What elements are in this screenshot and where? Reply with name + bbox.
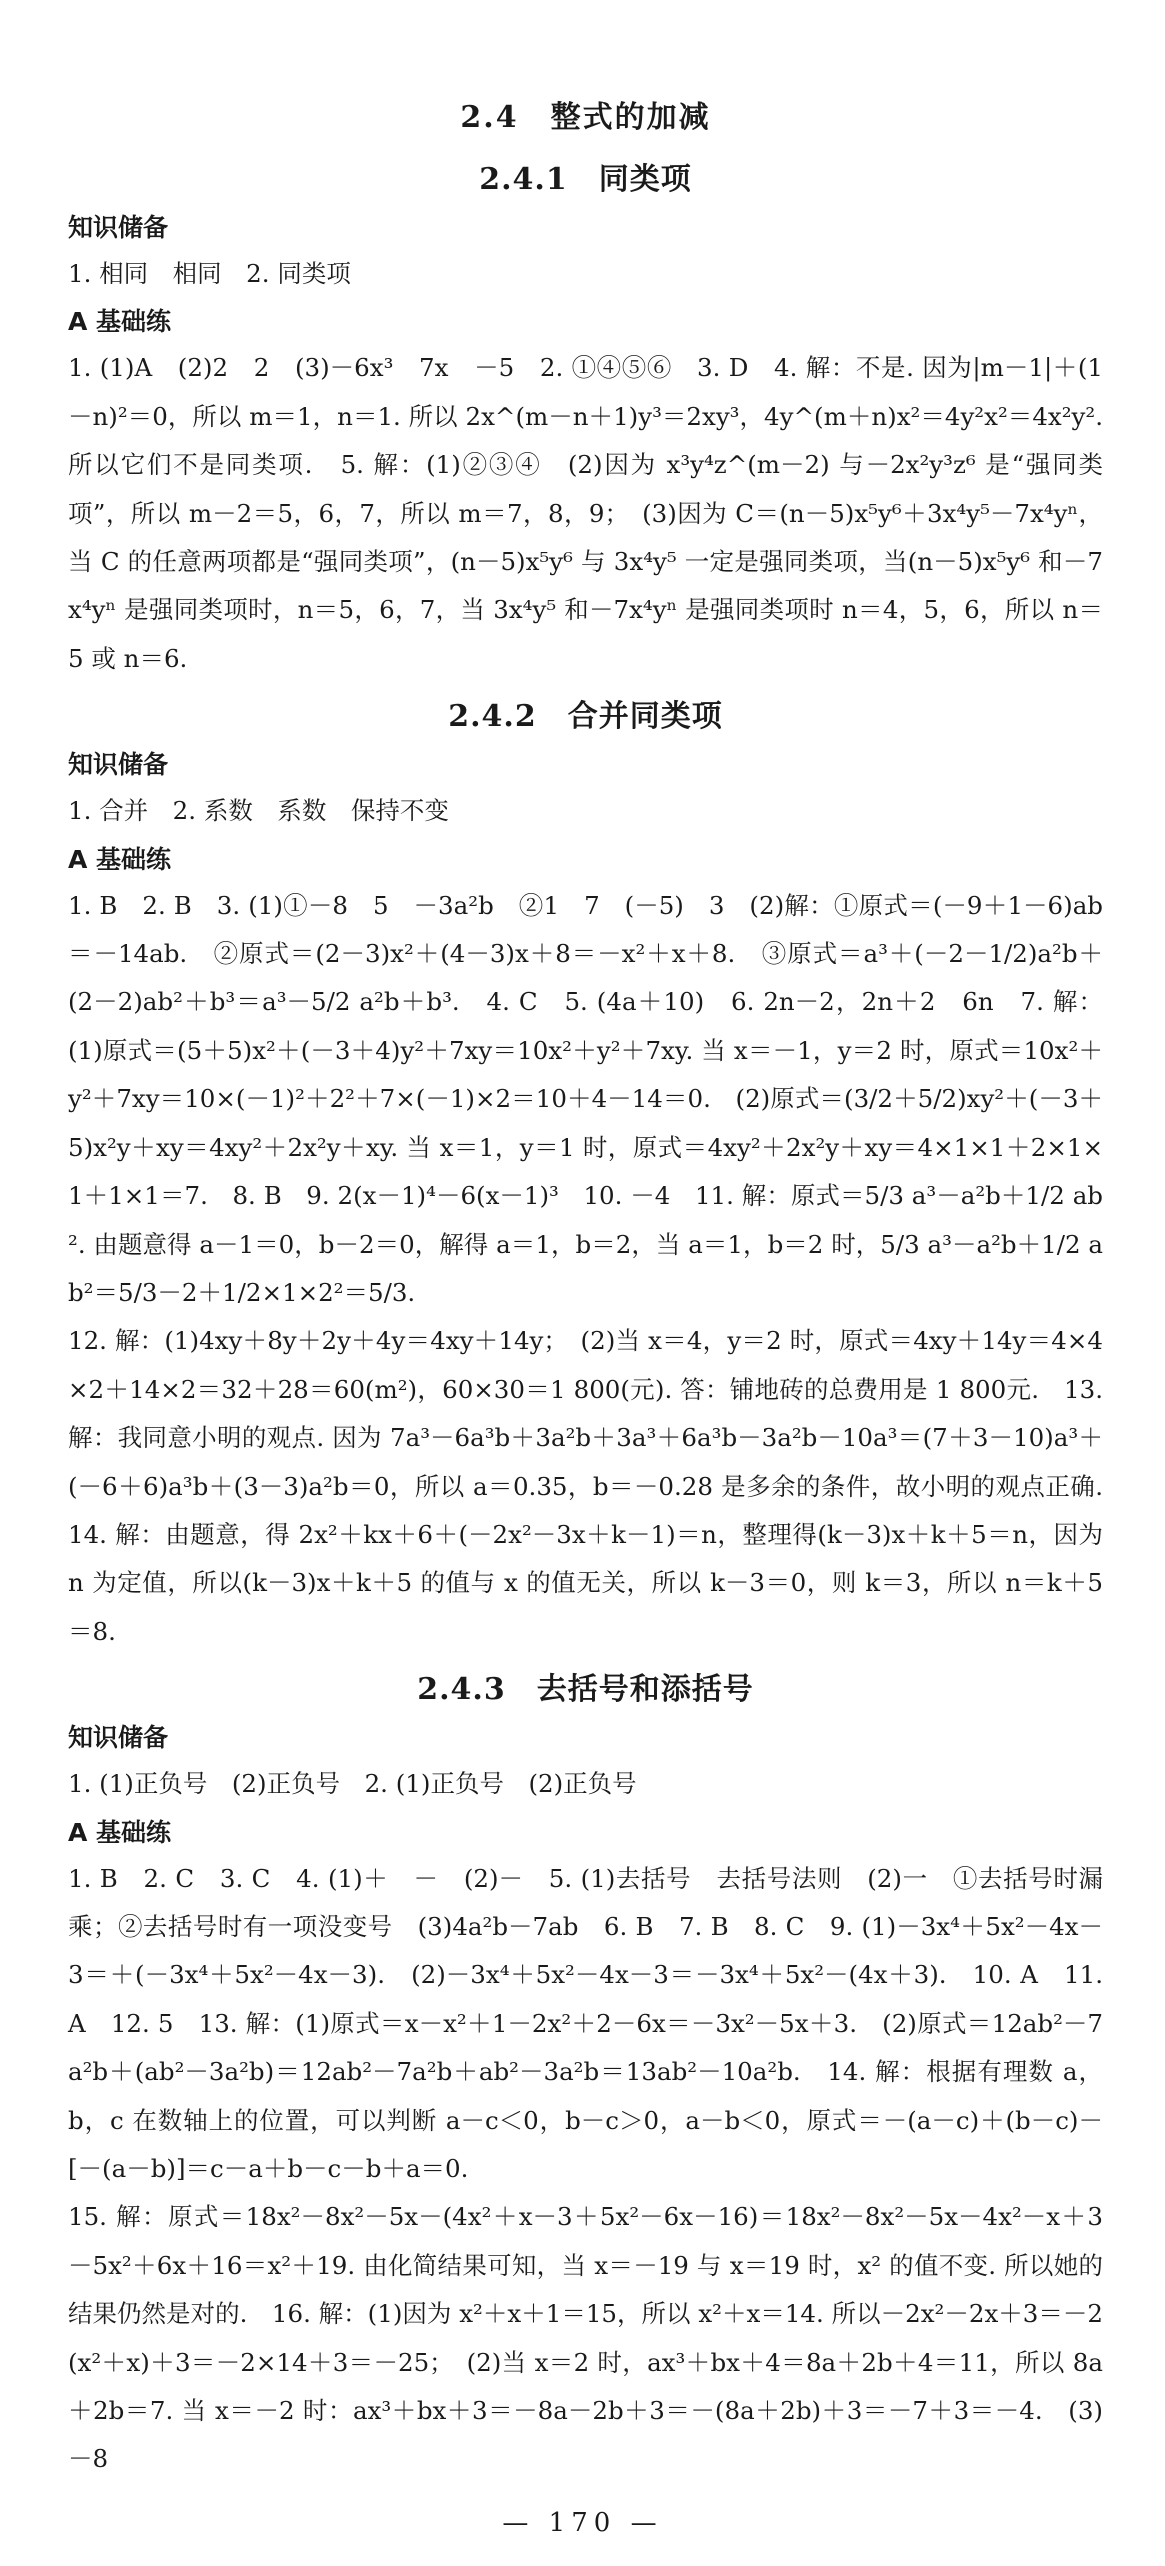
subheading-basic-practice: A 基础练 <box>68 1817 172 1847</box>
answer-paragraph: 1. 相同 相同 2. 同类项 <box>68 259 351 288</box>
answer-paragraph: 1. (1)正负号 (2)正负号 2. (1)正负号 (2)正负号 <box>68 1769 637 1799</box>
section-title: 2.4.1 同类项 <box>479 162 692 197</box>
answer-paragraph: 1. B 2. B 3. (1)①－8 5 －3a²b ②1 7 (－5) 3 (2)解：①原式＝(－9＋1－6)ab＝－14ab. ②原式＝(2－3)x²＋(4－3)x＋8＝－x²＋x＋8. ③原式＝a³＋(－2－1/2)a²b＋(2－2)ab²＋b³＝a³－5/2 a²b＋b³. 4. C 5. (4a＋10) 6. 2n－2，2n＋2 6n 7. 解：(1)原式＝(5＋5)x²＋(－3＋4)y²＋7xy＝10x²＋y²＋7xy. 当 x＝－1，y＝2 时，原式＝10x²＋y²＋7xy＝10×(－1)²＋2²＋7×(－1)×2＝10＋4－14＝0. (2)原式＝(3/2＋5/2)xy²＋(－3＋5)x²y＋xy＝4xy²＋2x²y＋xy. 当 x＝1，y＝1 时，原式＝4xy²＋2x²y＋xy＝4×1×1＋2×1×1＋1×1＝7. 8. B 9. 2(x－1)⁴－6(x－1)³ 10. －4 11. 解：原式＝5/3 a³－a²b＋1/2 ab². 由题意得 a－1＝0，b－2＝0，解得 a＝1，b＝2，当 a＝1，b＝2 时，5/3 a³－a²b＋1/2 ab²＝5/3－2＋1/2×1×2²＝5/3. <box>68 890 1103 1307</box>
subheading-knowledge: 知识储备 <box>68 213 169 242</box>
answer-paragraph: 15. 解：原式＝18x²－8x²－5x－(4x²＋x－3＋5x²－6x－16)＝18x²－8x²－5x－4x²－x＋3－5x²＋6x＋16＝x²＋19. 由化简结果可知，当 x＝－19 与 x＝19 时，x² 的值不变. 所以她的结果仍然是对的. 16. 解：(1)因为 x²＋x＋1＝15，所以 x²＋x＝14. 所以－2x²－2x＋3＝－2(x²＋x)＋3＝－2×14＋3＝－25； (2)当 x＝2 时，ax³＋bx＋4＝8a＋2b＋4＝11，所以 8a＋2b＝7. 当 x＝－2 时：ax³＋bx＋3＝－8a－2b＋3＝－(8a＋2b)＋3＝－7＋3＝－4. (3)－8 <box>68 2202 1103 2474</box>
answer-paragraph: 12. 解：(1)4xy＋8y＋2y＋4y＝4xy＋14y； (2)当 x＝4，y＝2 时，原式＝4xy＋14y＝4×4×2＋14×2＝32＋28＝60(m²)，60×30＝1 800(元). 答：铺地砖的总费用是 1 800元. 13. 解：我同意小明的观点. 因为 7a³－6a³b＋3a²b＋3a³＋6a³b－3a²b－10a³＝(7＋3－10)a³＋(－6＋6)a³b＋(3－3)a²b＝0，所以 a＝0.35，b＝－0.28 是多余的条件，故小明的观点正确. 14. 解：由题意，得 2x²＋kx＋6＋(－2x²－3x＋k－1)＝n，整理得(k－3)x＋k＋5＝n，因为 n 为定值，所以(k－3)x＋k＋5 的值与 x 的值无关，所以 k－3＝0，则 k＝3，所以 n＝k＋5＝8. <box>68 1326 1128 1646</box>
answer-paragraph: 1. 合并 2. 系数 系数 保持不变 <box>68 796 449 826</box>
page-number: — 170 — <box>502 2508 663 2538</box>
answer-paragraph: 1. (1)A (2)2 2 (3)－6x³ 7x －5 2. ①④⑤⑥ 3. D 4. 解：不是. 因为|m－1|＋(1－n)²＝0，所以 m＝1，n＝1. 所以 2x^(m－n＋1)y³＝2xy³，4y^(m＋n)x²＝4y²x²＝4x²y². 所以它们不是同类项. 5. 解：(1)②③④ (2)因为 x³y⁴z^(m－2) 与－2x²y³z⁶ 是“强同类项”，所以 m－2＝5，6，7，所以 m＝7，8，9； (3)因为 C＝(n－5)x⁵y⁶＋3x⁴y⁵－7x⁴yⁿ，当 C 的任意两项都是“强同类项”，(n－5)x⁵y⁶ 与 3x⁴y⁵ 一定是强同类项，当(n－5)x⁵y⁶ 和－7x⁴yⁿ 是强同类项时，n＝5，6，7，当 3x⁴y⁵ 和－7x⁴yⁿ 是强同类项时 n＝4，5，6，所以 n＝5 或 n＝6. <box>68 353 1103 673</box>
section-2-4-1 <box>68 154 1103 683</box>
subheading-knowledge: 知识储备 <box>68 750 169 780</box>
section-title: 2.4.2 合并同类项 <box>448 699 723 735</box>
section-2-4-2 <box>68 691 1128 1656</box>
answer-paragraph: 1. B 2. C 3. C 4. (1)＋ － (2)－ 5. (1)去括号 去括号法则 (2)一 ①去括号时漏乘；②去括号时有一项没变号 (3)4a²b－7ab 6. B 7. B 8. C 9. (1)－3x⁴＋5x²－4x－3＝＋(－3x⁴＋5x²－4x－3). (2)－3x⁴＋5x²－4x－3＝－3x⁴＋5x²－(4x＋3). 10. A 11. A 12. 5 13. 解：(1)原式＝x－x²＋1－2x²＋2－6x＝－3x²－5x＋3. (2)原式＝12ab²－7a²b＋(ab²－3a²b)＝12ab²－7a²b＋ab²－3a²b＝13ab²－10a²b. 14. 解：根据有理数 a，b，c 在数轴上的位置，可以判断 a－c＜0，b－c＞0，a－b＜0，原式＝－(a－c)＋(b－c)－[－(a－b)]＝c－a＋b－c－b＋a＝0. <box>68 1863 1103 2183</box>
chapter-title: 2.4 整式的加减 <box>460 100 711 135</box>
section-2-4-3 <box>68 1664 1103 2484</box>
subheading-basic-practice: A 基础练 <box>68 844 172 874</box>
section-title: 2.4.3 去括号和添括号 <box>417 1672 754 1708</box>
subheading-basic-practice: A 基础练 <box>68 307 172 337</box>
subheading-knowledge: 知识储备 <box>68 1723 169 1753</box>
page-content <box>68 92 1128 2484</box>
